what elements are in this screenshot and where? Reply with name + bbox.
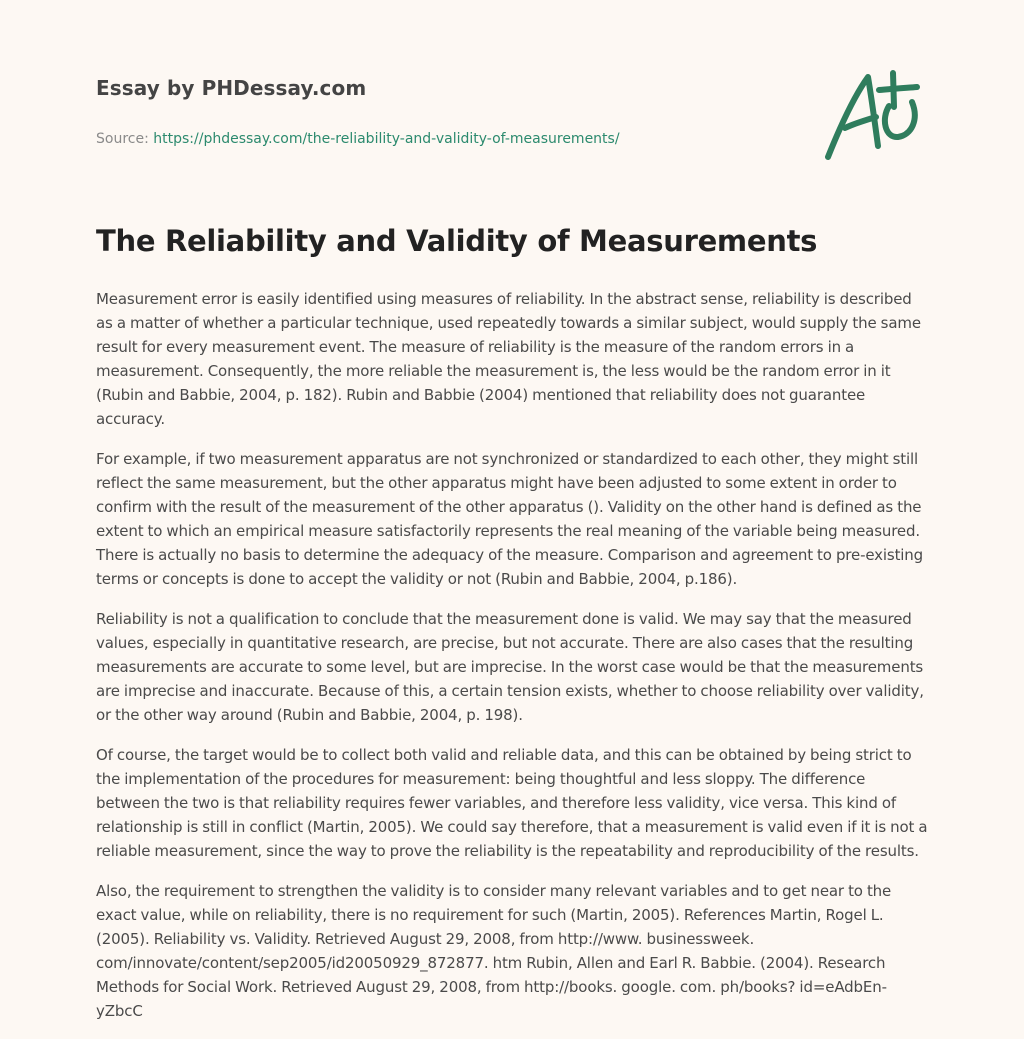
a-plus-logo-icon xyxy=(822,66,928,166)
brand-title: Essay by PHDessay.com xyxy=(96,76,367,100)
page-title: The Reliability and Validity of Measurements xyxy=(96,224,818,258)
source-label: Source: xyxy=(96,131,154,147)
source-link[interactable]: https://phdessay.com/the-reliability-and-validity-of-measurements/ xyxy=(153,131,620,147)
paragraph: For example, if two measurement apparatus are not synchronized or standardized to each other, they might still reflect the same measurement, but the other apparatus might have been adjusted to some extent in order to confirm with the result of the measurement of the other apparatus (). Validity on the other hand is defined as the extent to which an empirical measure satisfactorily represents the real meaning of the variable being measured. There is actually no basis to determine the adequacy of the measure. Comparison and agreement to pre-existing terms or concepts is done to accept the validity or not (Rubin and Babbie, 2004, p.186). xyxy=(96,450,924,588)
page-header xyxy=(96,76,796,147)
article-body xyxy=(96,287,932,1039)
paragraph: Reliability is not a qualification to conclude that the measurement done is valid. We may say that the measured values, especially in quantitative research, are precise, but not accurate. There are also cases that the resulting measurements are accurate to some level, but are imprecise. In the worst case would be that the measurements are imprecise and inaccurate. Because of this, a certain tension exists, whether to choose reliability over validity, or the other way around (Rubin and Babbie, 2004, p. 198). xyxy=(96,610,924,724)
paragraph: Also, the requirement to strengthen the validity is to consider many relevant variables and to get near to the exact value, while on reliability, there is no requirement for such (Martin, 2005). References Martin, Rogel L. (2005). Reliability vs. Validity. Retrieved August 29, 2008, from http://www. businessweek. com/innovate/content/sep2005/id20050929_872877. htm Rubin, Allen and Earl R. Babbie. (2004). Research Methods for Social Work. Retrieved August 29, 2008, from http://books. google. com. ph/books? id=eAdbEn-yZbcC xyxy=(96,882,892,1020)
source-line xyxy=(96,131,796,147)
paragraph: Measurement error is easily identified using measures of reliability. In the abstract sense, reliability is described as a matter of whether a particular technique, used repeatedly towards a similar subject, would supply the same result for every measurement event. The measure of reliability is the measure of the random errors in a measurement. Consequently, the more reliable the measurement is, the less would be the random error in it (Rubin and Babbie, 2004, p. 182). Rubin and Babbie (2004) mentioned that reliability does not guarantee accuracy. xyxy=(96,290,921,428)
paragraph: Of course, the target would be to collect both valid and reliable data, and this can be obtained by being strict to the implementation of the procedures for measurement: being thoughtful and less sloppy. The difference between the two is that reliability requires fewer variables, and therefore less validity, vice versa. This kind of relationship is still in conflict (Martin, 2005). We could say therefore, that a measurement is valid even if it is not a reliable measurement, since the way to prove the reliability is the repeatability and reproducibility of the results. xyxy=(96,746,928,860)
